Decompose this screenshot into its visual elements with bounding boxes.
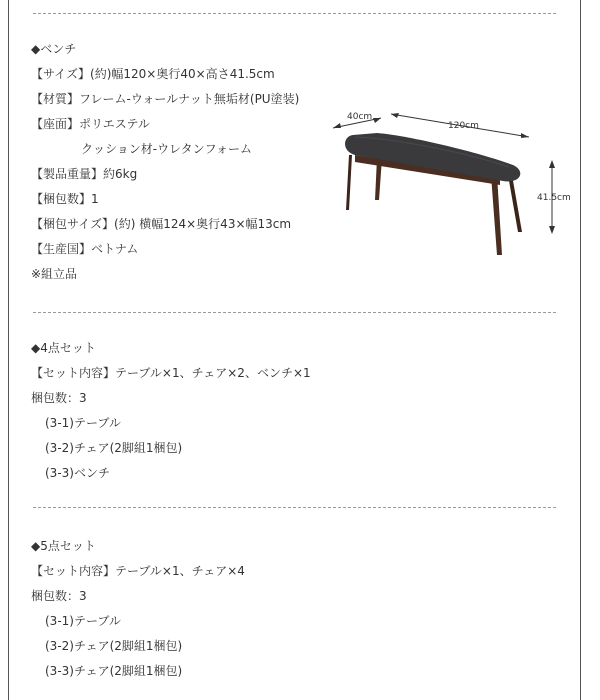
set4-section bbox=[31, 336, 311, 486]
bench-cushion: クッション材-ウレタンフォーム bbox=[81, 142, 253, 156]
height-label: 41.5cm bbox=[537, 193, 571, 203]
bench-size: 【サイズ】(約)幅120×奥行40×高さ41.5cm bbox=[31, 67, 275, 81]
depth-label: 40cm bbox=[347, 112, 373, 122]
set5-heading: ◆5点セット bbox=[31, 539, 96, 553]
section-divider bbox=[33, 507, 556, 508]
bench-origin: 【生産国】ベトナム bbox=[31, 242, 139, 256]
set5-item: (3-2)チェア(2脚組1梱包) bbox=[45, 639, 183, 653]
section-divider bbox=[33, 13, 556, 14]
set4-contents: 【セット内容】テーブル×1、チェア×2、ベンチ×1 bbox=[31, 366, 311, 380]
bench-spec-section bbox=[31, 37, 299, 287]
bench-assembly-note: ※組立品 bbox=[31, 267, 78, 281]
bench-leg-back-left bbox=[346, 155, 352, 210]
section-divider bbox=[33, 312, 556, 313]
set4-package-count: 梱包数：3 bbox=[31, 391, 87, 405]
height-arrowhead-bottom bbox=[549, 226, 555, 234]
set4-item: (3-2)チェア(2脚組1梱包) bbox=[45, 441, 183, 455]
bench-seat: 【座面】ポリエステル bbox=[31, 117, 150, 131]
set4-item: (3-3)ベンチ bbox=[45, 466, 110, 480]
bench-material: 【材質】フレーム-ウォールナット無垢材(PU塗装) bbox=[31, 92, 300, 106]
set4-item: (3-1)テーブル bbox=[45, 416, 121, 430]
width-label: 120cm bbox=[448, 121, 479, 131]
bench-package-size: 【梱包サイズ】(約) 横幅124×奥行43×幅13cm bbox=[31, 217, 292, 231]
height-arrowhead-top bbox=[549, 160, 555, 168]
set5-contents: 【セット内容】テーブル×1、チェア×4 bbox=[31, 564, 245, 578]
set5-section bbox=[31, 534, 245, 684]
set4-heading: ◆4点セット bbox=[31, 341, 96, 355]
bench-heading: ◆ベンチ bbox=[31, 42, 77, 56]
set5-item: (3-3)チェア(2脚組1梱包) bbox=[45, 664, 183, 678]
bench-leg-front-right bbox=[491, 175, 502, 255]
bench-package-count: 【梱包数】1 bbox=[31, 192, 99, 206]
bench-illustration bbox=[325, 105, 585, 265]
set5-package-count: 梱包数：3 bbox=[31, 589, 87, 603]
depth-arrowhead-right bbox=[373, 118, 381, 123]
bench-weight: 【製品重量】約6kg bbox=[31, 167, 138, 181]
bench-drawing bbox=[325, 105, 585, 265]
set5-item: (3-1)テーブル bbox=[45, 614, 121, 628]
depth-arrowhead-left bbox=[333, 123, 341, 128]
bench-leg-back-right bbox=[508, 175, 522, 232]
